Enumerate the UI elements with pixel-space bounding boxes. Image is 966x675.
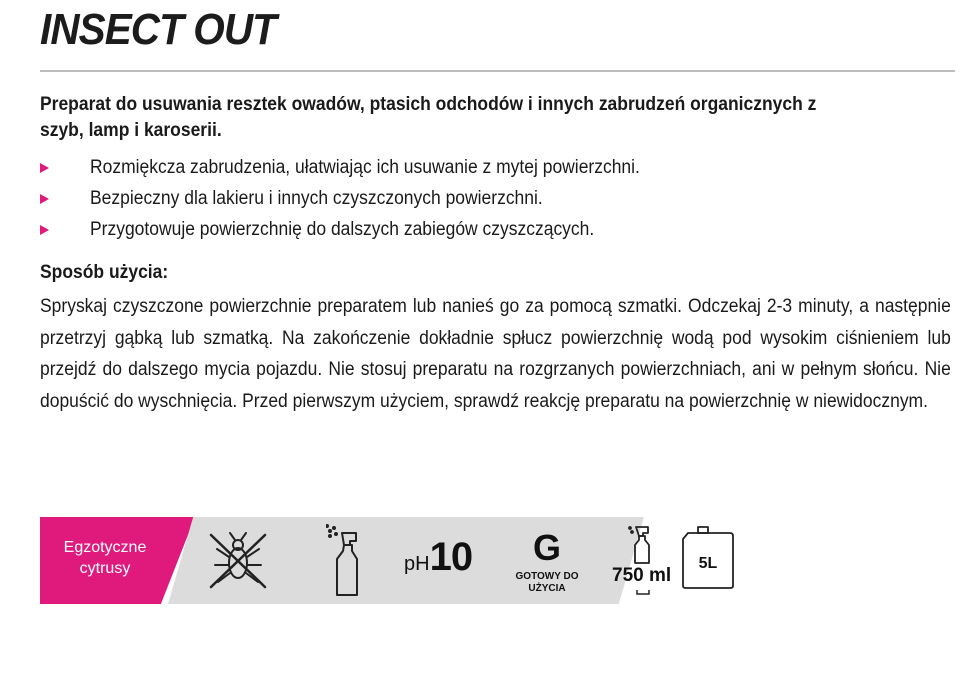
ph-value: 10 [429, 535, 473, 579]
bullet-arrow-icon [40, 163, 49, 173]
product-title: INSECT OUT [40, 5, 276, 54]
volume-small: 750 ml [612, 565, 672, 586]
usage-text: Spryskaj czyszczone powierzchnie preparatem lub nanieś go za pomocą szmatki. Odczekaj 2-3 minuty, a następnie przetrzyj gąbką lub szmatką. Na zakończenie dokładnie spłucz powierzchnię wodą pod wysokim ciśnieniem lub przejdź do dalszego mycia pojazdu. Nie stosuj preparatu na rozgrzanych powierzchniach, ani w pełnym słońcu. Nie dopuścić do wyschnięcia. Przed pierwszym użyciem, sprawdź reakcję preparatu na powierzchnię w niewidocznym. [40, 296, 951, 412]
list-item: Bezpieczny dla lakieru i innych czyszczonych powierzchni. [40, 183, 920, 214]
list-item: Rozmiękcza zabrudzenia, ułatwiając ich usuwanie z mytej powierzchni. [40, 152, 920, 183]
volume-large: 5L [698, 555, 718, 572]
small-spray-bottle-icon [626, 525, 656, 565]
feature-list [40, 152, 920, 245]
bottle-base-icon [636, 589, 650, 597]
ph-indicator [404, 535, 472, 580]
title-divider [40, 70, 955, 72]
ready-letter: G [532, 527, 561, 568]
list-item: Przygotowuje powierzchnię do dalszych zabiegów czyszczących. [40, 214, 920, 245]
bullet-arrow-icon [40, 225, 49, 235]
spray-bottle-icon [326, 523, 366, 599]
scent-label: Egzotyczne cytrusy [63, 539, 147, 577]
usage-heading: Sposób użycia: [40, 262, 169, 283]
badge-strip [40, 517, 940, 604]
product-intro: Preparat do usuwania resztek owadów, ptasich odchodów i innych zabrudzeń organicznych z szyb, lamp i karoserii. [40, 94, 817, 141]
bullet-arrow-icon [40, 194, 49, 204]
insect-crossed-icon [205, 529, 271, 591]
ready-label: GOTOWY DO UŻYCIA [515, 571, 579, 594]
ph-prefix: pH [404, 553, 430, 575]
